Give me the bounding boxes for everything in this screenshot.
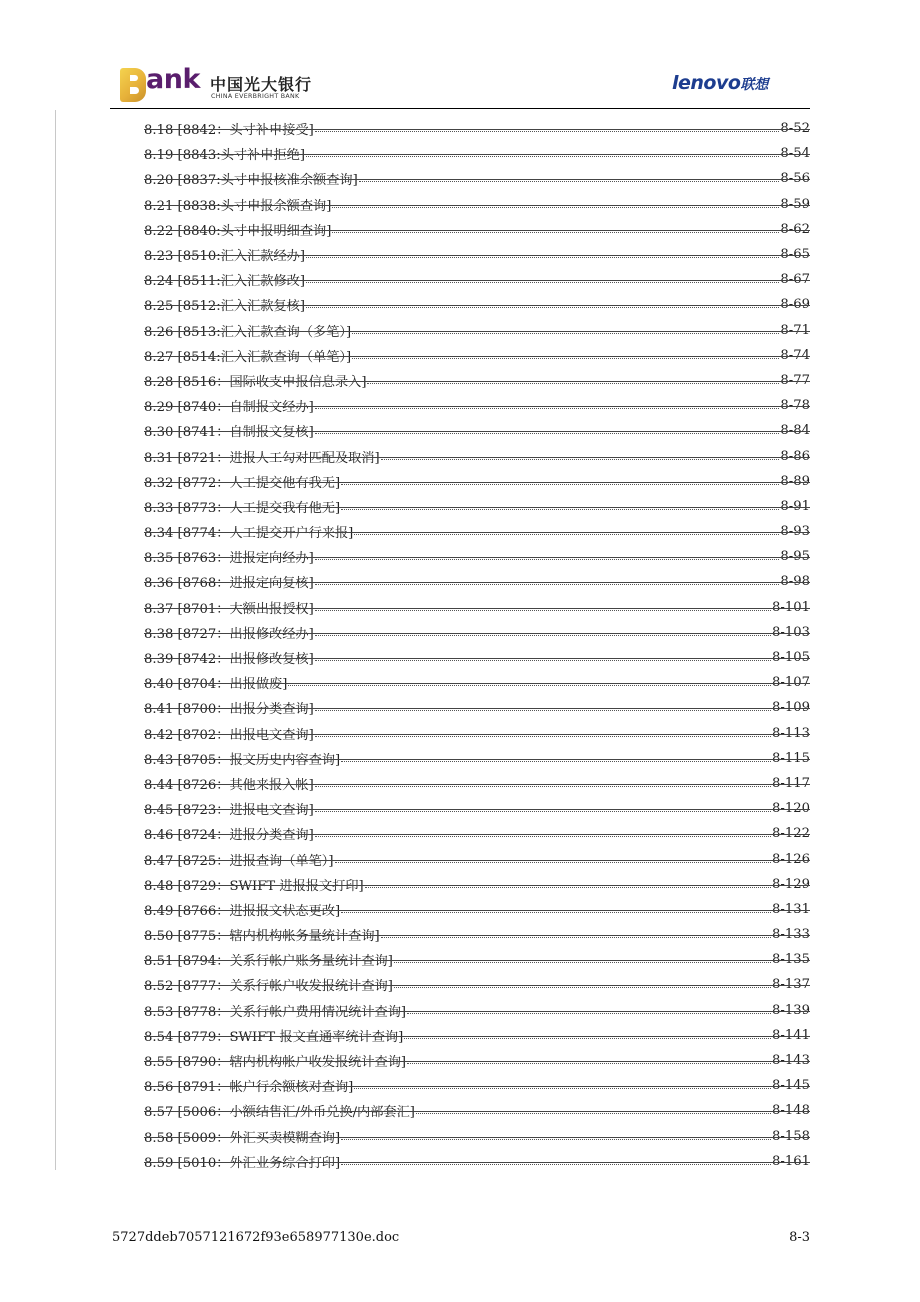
toc-dot-leader — [315, 408, 780, 409]
toc-dot-leader — [315, 559, 780, 560]
toc-entry[interactable] — [144, 469, 810, 494]
toc-entry-page: 8-56 — [780, 171, 810, 187]
table-of-contents — [144, 116, 810, 1174]
toc-entry-title: 8.21 [8838:头寸申报余额查询] — [144, 198, 332, 214]
toc-entry-page: 8-109 — [771, 700, 810, 716]
toc-entry-title: 8.37 [8701：大额出报授权] — [144, 601, 314, 617]
toc-entry-page: 8-54 — [780, 146, 810, 162]
toc-entry-title: 8.56 [8791：帐户行余额核对查询] — [144, 1080, 354, 1096]
toc-dot-leader — [315, 811, 771, 812]
toc-entry[interactable] — [144, 695, 810, 720]
toc-entry[interactable] — [144, 494, 810, 519]
toc-dot-leader — [315, 433, 780, 434]
toc-dot-leader — [306, 307, 779, 308]
toc-entry[interactable] — [144, 443, 810, 468]
toc-dot-leader — [394, 962, 771, 963]
toc-entry[interactable] — [144, 998, 810, 1023]
toc-entry-page: 8-84 — [780, 423, 810, 439]
toc-entry-page: 8-93 — [780, 524, 810, 540]
toc-entry-title: 8.24 [8511:汇入汇款修改] — [144, 274, 305, 290]
toc-entry-page: 8-98 — [780, 574, 810, 590]
toc-entry[interactable] — [144, 620, 810, 645]
toc-entry[interactable] — [144, 418, 810, 443]
toc-dot-leader — [341, 509, 779, 510]
toc-dot-leader — [404, 1038, 771, 1039]
toc-entry-page: 8-115 — [771, 750, 810, 766]
toc-entry-page: 8-135 — [771, 952, 810, 968]
toc-entry-title: 8.49 [8766：进报报文状态更改] — [144, 903, 341, 919]
toc-entry[interactable] — [144, 368, 810, 393]
toc-dot-leader — [341, 761, 771, 762]
toc-entry-title: 8.36 [8768：进报定向复核] — [144, 576, 314, 592]
bank-cn-name: 中国光大银行 — [210, 75, 313, 94]
toc-entry-title: 8.44 [8726：其他来报入帐] — [144, 777, 314, 793]
toc-entry-page: 8-103 — [771, 624, 810, 640]
toc-entry-page: 8-101 — [771, 599, 810, 615]
toc-entry-page: 8-133 — [771, 927, 810, 943]
toc-entry-page: 8-77 — [780, 372, 810, 388]
toc-entry-page: 8-137 — [771, 977, 810, 993]
toc-entry[interactable] — [144, 1098, 810, 1123]
toc-entry-page: 8-131 — [771, 901, 810, 917]
toc-entry-page: 8-122 — [771, 826, 810, 842]
toc-entry-title: 8.31 [8721：进报人工勾对匹配及取消] — [144, 450, 380, 466]
toc-entry-page: 8-158 — [771, 1128, 810, 1144]
toc-entry-title: 8.47 [8725：进报查询（单笔）] — [144, 853, 334, 869]
toc-entry[interactable] — [144, 897, 810, 922]
toc-entry-page: 8-95 — [780, 549, 810, 565]
toc-dot-leader — [381, 937, 771, 938]
toc-dot-leader — [352, 333, 779, 334]
footer-filename: 5727ddeb7057121672f93e658977130e.doc — [112, 1230, 400, 1245]
toc-entry-title: 8.51 [8794：关系行帐户账务量统计查询] — [144, 954, 393, 970]
toc-entry-title: 8.43 [8705：报文历史内容查询] — [144, 752, 341, 768]
toc-entry-title: 8.41 [8700：出报分类查询] — [144, 702, 314, 718]
toc-entry-title: 8.38 [8727：出报修改经办] — [144, 626, 314, 642]
toc-entry[interactable] — [144, 922, 810, 947]
toc-entry-page: 8-52 — [780, 121, 810, 137]
toc-entry-title: 8.20 [8837:头寸申报核准余额查询] — [144, 173, 358, 189]
toc-dot-leader — [315, 836, 771, 837]
toc-entry-page: 8-78 — [780, 398, 810, 414]
toc-entry-page: 8-117 — [771, 775, 810, 791]
toc-entry-title: 8.48 [8729：SWIFT 进报报文打印] — [144, 878, 364, 894]
toc-entry-page: 8-65 — [780, 247, 810, 263]
toc-entry-title: 8.19 [8843:头寸补申拒绝] — [144, 148, 305, 164]
toc-dot-leader — [367, 383, 779, 384]
toc-dot-leader — [306, 156, 779, 157]
toc-entry-page: 8-62 — [780, 221, 810, 237]
toc-entry-title: 8.35 [8763：进报定向经办] — [144, 551, 314, 567]
toc-entry-title: 8.25 [8512:汇入汇款复核] — [144, 299, 305, 315]
toc-entry-page: 8-105 — [771, 650, 810, 666]
toc-entry-page: 8-113 — [771, 725, 810, 741]
toc-dot-leader — [365, 887, 771, 888]
toc-entry[interactable] — [144, 746, 810, 771]
toc-dot-leader — [359, 181, 780, 182]
toc-entry[interactable] — [144, 947, 810, 972]
toc-dot-leader — [394, 987, 771, 988]
toc-dot-leader — [381, 459, 780, 460]
toc-entry-page: 8-86 — [780, 448, 810, 464]
toc-entry-page: 8-148 — [771, 1103, 810, 1119]
toc-dot-leader — [407, 1013, 771, 1014]
toc-dot-leader — [354, 534, 779, 535]
toc-dot-leader — [352, 358, 779, 359]
toc-entry-page: 8-161 — [771, 1153, 810, 1169]
toc-entry-page: 8-129 — [771, 876, 810, 892]
toc-dot-leader — [315, 610, 771, 611]
toc-entry[interactable] — [144, 721, 810, 746]
toc-entry-page: 8-67 — [780, 272, 810, 288]
toc-entry[interactable] — [144, 872, 810, 897]
toc-dot-leader — [315, 710, 771, 711]
toc-entry-title: 8.28 [8516：国际收支申报信息录入] — [144, 374, 367, 390]
toc-entry-title: 8.58 [5009：外汇买卖模糊查询] — [144, 1130, 341, 1146]
bank-brand-text: ank — [146, 64, 200, 95]
toc-entry-title: 8.23 [8510:汇入汇款经办] — [144, 249, 305, 265]
toc-entry-title: 8.42 [8702：出报电文查询] — [144, 727, 314, 743]
toc-entry-page: 8-145 — [771, 1078, 810, 1094]
toc-dot-leader — [416, 1113, 771, 1114]
toc-dot-leader — [315, 131, 780, 132]
toc-entry-page: 8-141 — [771, 1027, 810, 1043]
toc-entry[interactable] — [144, 670, 810, 695]
header-divider — [110, 108, 810, 109]
toc-entry[interactable] — [144, 972, 810, 997]
toc-entry[interactable] — [144, 1149, 810, 1174]
toc-dot-leader — [315, 584, 780, 585]
toc-entry-page: 8-139 — [771, 1002, 810, 1018]
toc-entry[interactable] — [144, 116, 810, 141]
toc-entry-title: 8.52 [8777：关系行帐户收发报统计查询] — [144, 979, 393, 995]
bank-b-logo-icon — [120, 68, 146, 102]
toc-entry-title: 8.59 [5010：外汇业务综合打印] — [144, 1155, 341, 1171]
lenovo-en-text: lenovo — [672, 72, 741, 94]
toc-entry[interactable] — [144, 292, 810, 317]
toc-entry[interactable] — [144, 544, 810, 569]
toc-dot-leader — [341, 484, 779, 485]
toc-entry-title: 8.39 [8742：出报修改复核] — [144, 652, 314, 668]
toc-entry-title: 8.26 [8513:汇入汇款查询（多笔）] — [144, 324, 352, 340]
toc-entry-title: 8.45 [8723：进报电文查询] — [144, 803, 314, 819]
toc-entry-title: 8.34 [8774：人工提交开户行来报] — [144, 526, 354, 542]
toc-entry-page: 8-107 — [771, 675, 810, 691]
toc-entry-title: 8.55 [8790：辖内机构帐户收发报统计查询] — [144, 1055, 407, 1071]
toc-entry[interactable] — [144, 569, 810, 594]
toc-dot-leader — [315, 786, 771, 787]
toc-dot-leader — [315, 635, 771, 636]
toc-entry-title: 8.22 [8840:头寸申报明细查询] — [144, 223, 332, 239]
toc-dot-leader — [335, 862, 771, 863]
toc-entry[interactable] — [144, 846, 810, 871]
toc-entry[interactable] — [144, 1048, 810, 1073]
toc-entry[interactable] — [144, 1073, 810, 1098]
toc-entry-title: 8.54 [8779：SWIFT 报文直通率统计查询] — [144, 1029, 404, 1045]
toc-entry-page: 8-59 — [780, 196, 810, 212]
toc-entry[interactable] — [144, 821, 810, 846]
toc-entry[interactable] — [144, 166, 810, 191]
toc-entry-title: 8.27 [8514:汇入汇款查询（单笔）] — [144, 349, 352, 365]
toc-entry[interactable] — [144, 1023, 810, 1048]
lenovo-cn-text: 联想 — [740, 77, 769, 93]
toc-entry-page: 8-120 — [771, 801, 810, 817]
toc-entry-page: 8-74 — [780, 347, 810, 363]
toc-entry-page: 8-69 — [780, 297, 810, 313]
toc-entry[interactable] — [144, 1124, 810, 1149]
page-header — [0, 0, 920, 110]
toc-entry[interactable] — [144, 267, 810, 292]
footer-page-number: 8-3 — [789, 1230, 810, 1245]
toc-entry-title: 8.46 [8724：进报分类查询] — [144, 828, 314, 844]
toc-entry-page: 8-89 — [780, 473, 810, 489]
toc-entry[interactable] — [144, 645, 810, 670]
toc-entry[interactable] — [144, 141, 810, 166]
toc-entry-page: 8-126 — [771, 851, 810, 867]
toc-entry-title: 8.40 [8704：出报做废] — [144, 677, 288, 693]
toc-entry-title: 8.30 [8741：自制报文复核] — [144, 425, 314, 441]
toc-entry[interactable] — [144, 217, 810, 242]
toc-entry-title: 8.18 [8842：头寸补申接受] — [144, 123, 314, 139]
toc-dot-leader — [306, 257, 779, 258]
toc-entry-title: 8.53 [8778：关系行帐户费用情况统计查询] — [144, 1004, 407, 1020]
toc-dot-leader — [341, 912, 771, 913]
toc-dot-leader — [341, 1139, 771, 1140]
toc-entry-title: 8.57 [5006：小额结售汇/外币兑换/内部套汇] — [144, 1105, 415, 1121]
left-margin-line — [55, 110, 56, 1170]
toc-entry[interactable] — [144, 393, 810, 418]
toc-dot-leader — [407, 1063, 771, 1064]
toc-entry-page: 8-71 — [780, 322, 810, 338]
toc-entry-title: 8.32 [8772：人工提交他有我无] — [144, 475, 341, 491]
toc-dot-leader — [332, 207, 779, 208]
toc-entry-page: 8-143 — [771, 1053, 810, 1069]
toc-entry-page: 8-91 — [780, 498, 810, 514]
toc-entry[interactable] — [144, 242, 810, 267]
toc-dot-leader — [315, 660, 771, 661]
toc-entry[interactable] — [144, 318, 810, 343]
toc-dot-leader — [288, 685, 771, 686]
toc-entry-title: 8.33 [8773：人工提交我有他无] — [144, 500, 341, 516]
lenovo-logo — [672, 72, 768, 94]
toc-entry-title: 8.29 [8740：自制报文经办] — [144, 400, 314, 416]
toc-entry[interactable] — [144, 796, 810, 821]
toc-entry[interactable] — [144, 771, 810, 796]
toc-dot-leader — [354, 1088, 771, 1089]
toc-entry[interactable] — [144, 595, 810, 620]
toc-entry[interactable] — [144, 192, 810, 217]
bank-en-name: CHINA EVERBRIGHT BANK — [211, 93, 300, 100]
toc-dot-leader — [315, 736, 771, 737]
toc-entry[interactable] — [144, 343, 810, 368]
toc-entry[interactable] — [144, 519, 810, 544]
toc-dot-leader — [306, 282, 779, 283]
toc-dot-leader — [332, 232, 779, 233]
toc-entry-title: 8.50 [8775：辖内机构帐务量统计查询] — [144, 929, 380, 945]
toc-dot-leader — [341, 1164, 771, 1165]
